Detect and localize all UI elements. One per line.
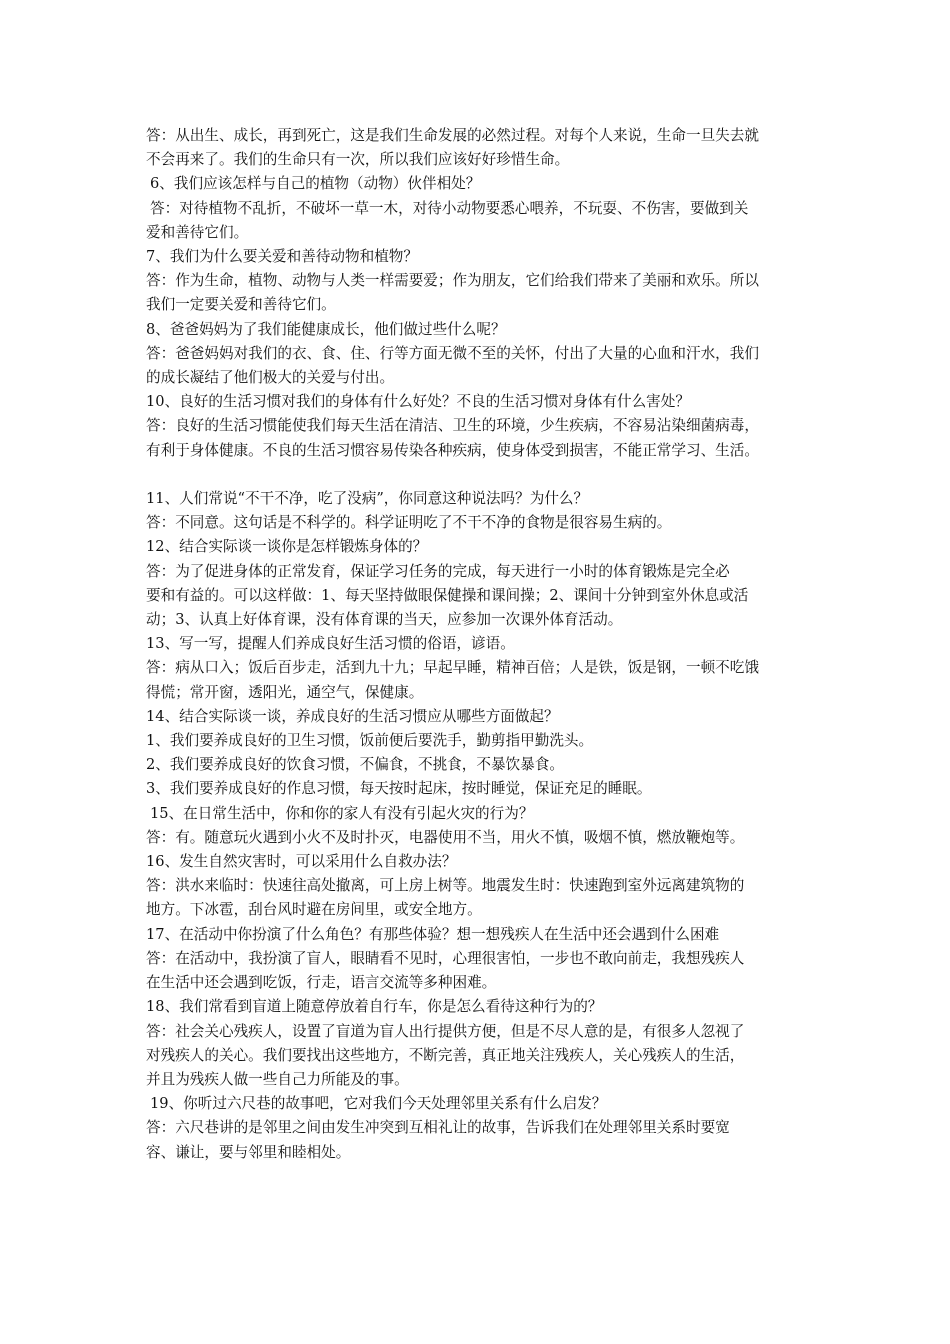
text-line: 爱和善待它们。 — [146, 223, 249, 241]
text-line: 答：有。随意玩火遇到小火不及时扑灭，电器使用不当，用火不慎，吸烟不慎，燃放鞭炮等。 — [146, 828, 745, 846]
text-line: 答：为了促进身体的正常发育，保证学习任务的完成，每天进行一小时的体育锻炼是完全必 — [146, 562, 730, 580]
text-line: 答：良好的生活习惯能使我们每天生活在清洁、卫生的环境，少生疾病，不容易沾染细菌病毒， — [146, 417, 759, 435]
text-line: 答：社会关心残疾人，设置了盲道为盲人出行提供方便，但是不尽人意的是，有很多人忽视了 — [146, 1022, 745, 1040]
text-line: 动；3、认真上好体育课，没有体育课的当天，应参加一次课外体育活动。 — [146, 611, 623, 629]
text-line: 答：六尺巷讲的是邻里之间由发生冲突到互相礼让的故事，告诉我们在处理邻里关系时要宽 — [146, 1119, 730, 1137]
text-line: 6、我们应该怎样与自己的植物（动物）伙伴相处？ — [150, 175, 481, 193]
blank-line — [146, 463, 826, 487]
text-line: 15、在日常生活中，你和你的家人有没有引起火灾的行为？ — [150, 804, 534, 822]
text-line: 答：从出生、成长，再到死亡，这是我们生命发展的必然过程。对每个人来说，生命一旦失去就 — [146, 127, 759, 144]
text-line: 19、你听过六尺巷的故事吧，它对我们今天处理邻里关系有什么启发？ — [150, 1095, 607, 1113]
text-line: 2、我们要养成良好的饮食习惯，不偏食，不挑食，不暴饮暴食。 — [146, 756, 564, 774]
text-line: 答：不同意。这句话是不科学的。科学证明吃了不干不净的食物是很容易生病的。 — [146, 514, 672, 532]
text-line: 我们一定要关爱和善待它们。 — [146, 296, 336, 314]
text-line: 答：在活动中，我扮演了盲人，眼睛看不见时，心理很害怕，一步也不敢向前走，我想残疾人 — [146, 949, 745, 967]
text-line: 的成长凝结了他们极大的关爱与付出。 — [146, 369, 395, 387]
text-line: 答：作为生命，植物、动物与人类一样需要爱；作为朋友，它们给我们带来了美丽和欢乐。所以 — [146, 272, 759, 290]
text-line: 16、发生自然灾害时，可以采用什么自救办法？ — [146, 853, 457, 871]
text-line: 不会再来了。我们的生命只有一次，所以我们应该好好珍惜生命。 — [146, 151, 570, 169]
text-line: 有利于身体健康。不良的生活习惯容易传染各种疾病，使身体受到损害，不能正常学习、生活。 — [146, 441, 759, 459]
text-line: 答：病从口入；饭后百步走，活到九十九；早起早睡，精神百倍；人是铁，饭是钢，一顿不吃饿 — [146, 659, 759, 677]
text-line: 17、在活动中你扮演了什么角色？有那些体验？想一想残疾人在生活中还会遇到什么困难 — [146, 925, 720, 943]
text-line: 对残疾人的关心。我们要找出这些地方，不断完善，真正地关注残疾人，关心残疾人的生活， — [146, 1046, 745, 1064]
text-line: 要和有益的。可以这样做：1、每天坚持做眼保健操和课间操；2、课间十分钟到室外休息或活 — [146, 586, 749, 604]
text-line: 1、我们要养成良好的卫生习惯，饭前便后要洗手，勤剪指甲勤洗头。 — [146, 732, 594, 750]
text-line: 答：爸爸妈妈对我们的衣、食、住、行等方面无微不至的关怀，付出了大量的心血和汗水，我们 — [146, 344, 759, 362]
text-line: 地方。下冰雹，刮台风时避在房间里，或安全地方。 — [146, 901, 482, 919]
text-line: 7、我们为什么要关爱和善待动物和植物？ — [146, 248, 418, 266]
text-line: 并且为残疾人做一些自己力所能及的事。 — [146, 1070, 409, 1088]
text-line: 10、良好的生活习惯对我们的身体有什么好处？不良的生活习惯对身体有什么害处？ — [146, 393, 690, 411]
text-line: 得慌；常开窗，透阳光，通空气，保健康。 — [146, 683, 424, 701]
text-line: 13、写一写，提醒人们养成良好生活习惯的俗语，谚语。 — [146, 635, 515, 653]
text-line: 答：洪水来临时：快速往高处撤离，可上房上树等。地震发生时：快速跑到室外远离建筑物的 — [146, 877, 745, 895]
text-line: 在生活中还会遇到吃饭，行走，语言交流等多种困难。 — [146, 974, 497, 992]
text-line: 18、我们常看到盲道上随意停放着自行车，你是怎么看待这种行为的？ — [146, 998, 603, 1016]
text-line: 12、结合实际谈一谈你是怎样锻炼身体的？ — [146, 538, 428, 556]
document-body — [146, 124, 826, 1165]
text-line: 8、爸爸妈妈为了我们能健康成长，他们做过些什么呢？ — [146, 320, 506, 338]
text-line: 3、我们要养成良好的作息习惯，每天按时起床，按时睡觉，保证充足的睡眠。 — [146, 780, 652, 798]
text-line: 11、人们常说“不干不净，吃了没病”，你同意这种说法吗？为什么？ — [146, 490, 589, 508]
text-line: 14、结合实际谈一谈，养成良好的生活习惯应从哪些方面做起？ — [146, 707, 559, 725]
text-line: 容、谦让，要与邻里和睦相处。 — [146, 1143, 351, 1161]
text-line: 答：对待植物不乱折，不破坏一草一木，对待小动物要悉心喂养，不玩耍、不伤害，要做到关 — [150, 199, 749, 217]
